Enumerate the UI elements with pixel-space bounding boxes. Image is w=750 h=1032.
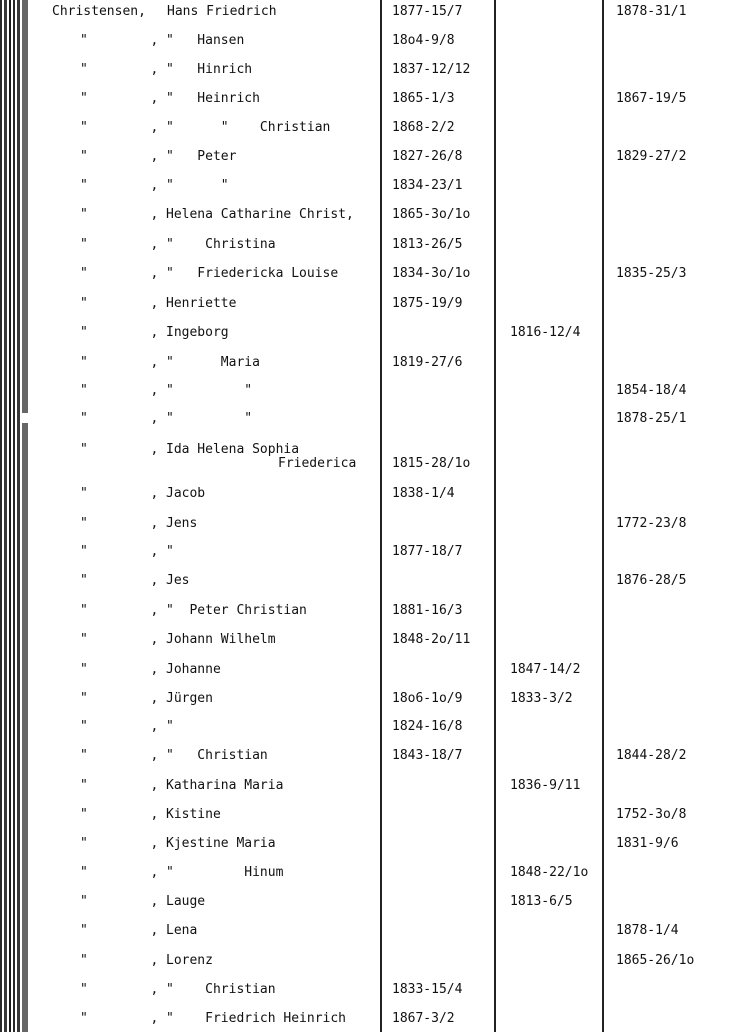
date-col-2: 1847-14/2: [510, 662, 581, 677]
register-row: [0, 544, 750, 564]
date-col-1: 1824-16/8: [392, 719, 463, 734]
surname-cell: " ,: [80, 982, 159, 997]
register-row: [0, 178, 750, 198]
given-name-cell: Jacob: [166, 486, 206, 501]
date-col-1: 1827-26/8: [392, 149, 463, 164]
date-col-3: 1752-3o/8: [616, 807, 687, 822]
register-row: [0, 632, 750, 652]
register-row: [0, 807, 750, 827]
given-name-cell: " ": [166, 178, 229, 193]
register-row: [0, 778, 750, 798]
date-col-1: 1837-12/12: [392, 62, 471, 77]
surname-cell: " ,: [80, 748, 159, 763]
surname-cell: " ,: [80, 207, 159, 222]
register-row: [0, 120, 750, 140]
surname-cell: " ,: [80, 442, 159, 457]
date-col-3: 1854-18/4: [616, 383, 687, 398]
date-col-1: 1875-19/9: [392, 296, 463, 311]
given-name-cell: " Hinum: [166, 865, 284, 880]
surname-cell: " ,: [80, 178, 159, 193]
register-row: [0, 207, 750, 227]
register-row: [0, 719, 750, 739]
given-name-cell: " ": [166, 383, 253, 398]
date-col-1: 1877-18/7: [392, 544, 463, 559]
given-name-cell: " Christian: [166, 982, 276, 997]
given-name-cell: Helena Catharine Christ,: [166, 207, 354, 222]
register-row: [0, 4, 750, 24]
surname-cell: " ,: [80, 91, 159, 106]
register-row: [0, 486, 750, 506]
given-name-cell: " Christina: [166, 237, 276, 252]
surname-cell: " ,: [80, 544, 159, 559]
given-name-cell: Kistine: [166, 807, 221, 822]
date-col-1: 1834-23/1: [392, 178, 463, 193]
date-col-1: 18o4-9/8: [392, 33, 455, 48]
given-name-cell: Lauge: [166, 894, 206, 909]
date-col-3: 1844-28/2: [616, 748, 687, 763]
date-col-3: 1876-28/5: [616, 573, 687, 588]
date-col-3: 1831-9/6: [616, 836, 679, 851]
register-row: [0, 865, 750, 885]
given-name-cell: " ": [166, 411, 253, 426]
date-col-1: 1813-26/5: [392, 237, 463, 252]
date-col-1: 1868-2/2: [392, 120, 455, 135]
surname-cell: " ,: [80, 923, 159, 938]
given-name-cell: " Maria: [166, 355, 260, 370]
register-row: [0, 442, 750, 471]
surname-cell: " ,: [80, 33, 159, 48]
surname-cell: " ,: [80, 807, 159, 822]
surname-cell: " ,: [80, 516, 159, 531]
date-col-3: 1878-1/4: [616, 923, 679, 938]
date-col-1: 1867-3/2: [392, 1011, 455, 1026]
date-col-1: 1865-1/3: [392, 91, 455, 106]
register-row: [0, 573, 750, 593]
given-name-cell: Jürgen: [166, 691, 213, 706]
date-col-3: 1772-23/8: [616, 516, 687, 531]
register-row: [0, 982, 750, 1002]
given-name-cell: Johann Wilhelm: [166, 632, 276, 647]
given-name-cell: Ingeborg: [166, 325, 229, 340]
surname-cell: " ,: [80, 62, 159, 77]
given-name-cell: Hans Friedrich: [167, 4, 277, 19]
given-name-cell: " Peter Christian: [166, 603, 307, 618]
date-col-1: 1848-2o/11: [392, 632, 471, 647]
given-name-cell: " Christian: [166, 748, 268, 763]
surname-cell: " ,: [80, 355, 159, 370]
date-col-3: 1835-25/3: [616, 266, 687, 281]
date-col-2: 1836-9/11: [510, 778, 581, 793]
surname-cell: " ,: [80, 719, 159, 734]
register-row: [0, 894, 750, 914]
date-col-1: 1877-15/7: [392, 4, 463, 19]
register-row: [0, 748, 750, 768]
date-col-1: 18o6-1o/9: [392, 691, 463, 706]
given-name-cell: Johanne: [166, 662, 221, 677]
register-row: [0, 953, 750, 973]
register-row: [0, 662, 750, 682]
given-name-cell: ": [166, 719, 174, 734]
date-col-1: 1881-16/3: [392, 603, 463, 618]
given-name-cell: " Hansen: [166, 33, 245, 48]
register-row: [0, 836, 750, 856]
date-col-3: 1878-25/1: [616, 411, 687, 426]
date-col-3: 1829-27/2: [616, 149, 687, 164]
register-row: [0, 325, 750, 345]
register-row: [0, 33, 750, 53]
given-name-continuation: Friederica: [278, 456, 357, 471]
surname-cell: " ,: [80, 778, 159, 793]
given-name-cell: " Hinrich: [166, 62, 253, 77]
register-row: [0, 62, 750, 82]
given-name-cell: " Friedericka Louise: [166, 266, 339, 281]
register-row: [0, 691, 750, 711]
surname-cell: " ,: [80, 573, 159, 588]
register-row: [0, 149, 750, 169]
given-name-cell: Jes: [166, 573, 190, 588]
surname-cell: " ,: [80, 120, 159, 135]
surname-cell: " ,: [80, 149, 159, 164]
date-col-2: 1813-6/5: [510, 894, 573, 909]
surname-cell: " ,: [80, 865, 159, 880]
surname-cell: " ,: [80, 603, 159, 618]
register-row: [0, 237, 750, 257]
surname-cell: " ,: [80, 383, 159, 398]
date-col-1: 1865-3o/1o: [392, 207, 471, 222]
surname-cell: " ,: [80, 953, 159, 968]
given-name-cell: Henriette: [166, 296, 237, 311]
surname-cell: " ,: [80, 411, 159, 426]
surname-cell: " ,: [80, 1011, 159, 1026]
given-name-cell: Lena: [166, 923, 198, 938]
register-row: [0, 355, 750, 375]
surname-cell: " ,: [80, 486, 159, 501]
register-row: [0, 603, 750, 623]
register-row: [0, 296, 750, 316]
surname-cell: " ,: [80, 325, 159, 340]
register-row: [0, 266, 750, 286]
register-row: [0, 411, 750, 431]
surname-cell: " ,: [80, 237, 159, 252]
date-col-2: 1816-12/4: [510, 325, 581, 340]
surname-cell: " ,: [80, 836, 159, 851]
surname-cell: " ,: [80, 894, 159, 909]
surname-cell: " ,: [80, 266, 159, 281]
surname-cell: " ,: [80, 662, 159, 677]
date-col-1: 1834-3o/1o: [392, 266, 471, 281]
date-col-3: 1865-26/1o: [616, 953, 695, 968]
surname-cell: " ,: [80, 691, 159, 706]
given-name-cell: " Heinrich: [166, 91, 260, 106]
surname-cell: Christensen,: [52, 4, 146, 19]
register-row: [0, 516, 750, 536]
given-name-cell: Kjestine Maria: [166, 836, 276, 851]
date-col-1: 1838-1/4: [392, 486, 455, 501]
given-name-cell: " Peter: [166, 149, 237, 164]
surname-cell: " ,: [80, 632, 159, 647]
date-col-3: 1878-31/1: [616, 4, 687, 19]
given-name-cell: Lorenz: [166, 953, 213, 968]
date-col-2: 1833-3/2: [510, 691, 573, 706]
given-name-cell: Jens: [166, 516, 198, 531]
register-row: [0, 91, 750, 111]
register-row: [0, 1011, 750, 1031]
given-name-cell: " " Christian: [166, 120, 331, 135]
given-name-cell: ": [166, 544, 174, 559]
date-col-1: 1819-27/6: [392, 355, 463, 370]
given-name-cell: " Friedrich Heinrich: [166, 1011, 347, 1026]
register-row: [0, 383, 750, 403]
surname-cell: " ,: [80, 296, 159, 311]
date-col-1: 1833-15/4: [392, 982, 463, 997]
given-name-cell: Ida Helena Sophia: [166, 442, 300, 457]
date-col-1: 1815-28/1o: [392, 456, 471, 471]
date-col-1: 1843-18/7: [392, 748, 463, 763]
date-col-3: 1867-19/5: [616, 91, 687, 106]
date-col-2: 1848-22/1o: [510, 865, 589, 880]
given-name-cell: Katharina Maria: [166, 778, 284, 793]
register-row: [0, 923, 750, 943]
